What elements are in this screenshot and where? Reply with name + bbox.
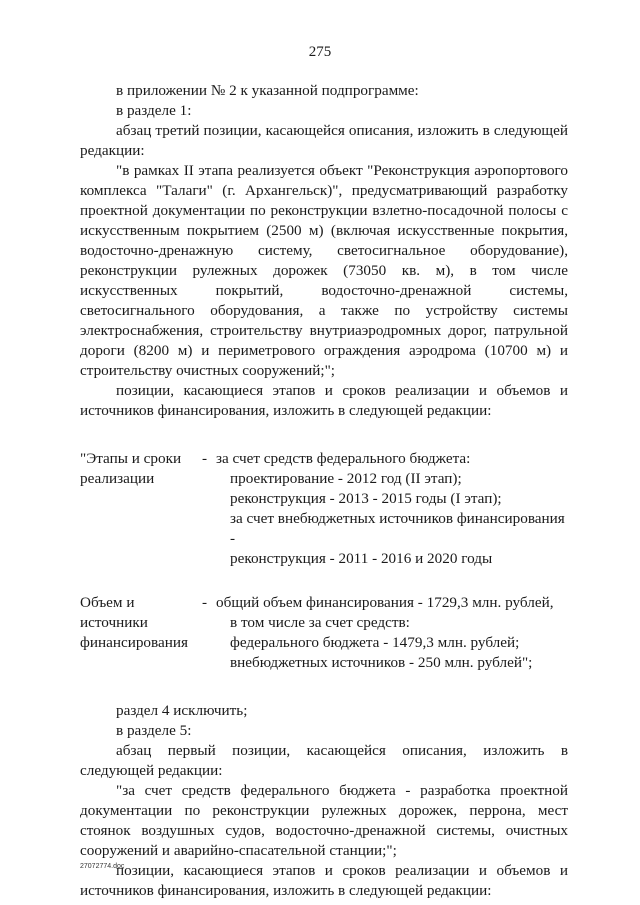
paragraph-instruction-3: абзац первый позиции, касающейся описания, изложить в следующей редакции: (80, 742, 568, 779)
stages-dash: - (202, 450, 208, 467)
document-body (80, 81, 568, 901)
stages-block (80, 449, 568, 569)
paragraph-appendix: в приложении № 2 к указанной подпрограмме: (116, 82, 419, 99)
paragraph-section-5: в разделе 5: (116, 722, 192, 739)
document-file-id: 27072774.doc (80, 863, 125, 870)
paragraph-instruction-1: абзац третий позиции, касающейся описания, изложить в следующей редакции: (80, 122, 568, 159)
paragraph-instruction-2: позиции, касающиеся этапов и сроков реализации и объемов и источников финансирования, изложить в следующей редакции: (80, 382, 568, 419)
funding-block (80, 593, 568, 673)
paragraph-quote-federal: "за счет средств федерального бюджета - разработка проектной документации по реконструкции рулежных дорожек, перрона, мест стоянок воздушных судов, водосточно-дренажной системы, очистных сооружений и аварийно-спасательной станции;"; (80, 782, 568, 859)
page-number: 275 (308, 44, 332, 60)
funding-content: общий объем финансирования - 1729,3 млн. рублей, в том числе за счет средств: федерального бюджета - 1479,3 млн. рублей; внебюджетных источников - 250 млн. рублей"; (216, 594, 554, 671)
stages-content: за счет средств федерального бюджета: проектирование - 2012 год (II этап); реконструкция - 2013 - 2015 годы (I этап); за счет внебюджетных источников финансирования - реконструкция - 2011 - 2016 и 2020 годы (216, 450, 565, 567)
paragraph-section-4-removed: раздел 4 исключить; (116, 702, 248, 719)
paragraph-instruction-4: позиции, касающиеся этапов и сроков реализации и объемов и источников финансирования, изложить в следующей редакции: (80, 862, 568, 899)
stages-label: "Этапы и сроки реализации (80, 450, 182, 487)
funding-dash: - (202, 594, 208, 611)
paragraph-quote-stage-2: "в рамках II этапа реализуется объект "Реконструкция аэропортового комплекса "Талаги" (г. Архангельск)", предусматривающий разработку проектной документации по реконструкции взлетно-посадочной полосы с искусственным покрытием (2500 м) (включая искусственные покрытия, водосточно-дренажную систему, светосигнальное оборудование), реконструкции рулежных дорожек (73050 кв. м), в том числе искусственных покрытий, водосточно-дренажной системы, светосигнального оборудования, а также по устройству системы электроснабжения, строительству внутриаэродромных дорог, патрульной дороги (8200 м) и периметрового ограждения аэродрома (10700 м) и строительству очистных сооружений;"; (80, 162, 568, 379)
paragraph-section-1: в разделе 1: (116, 102, 192, 119)
funding-label: Объем и источники финансирования (80, 594, 188, 651)
